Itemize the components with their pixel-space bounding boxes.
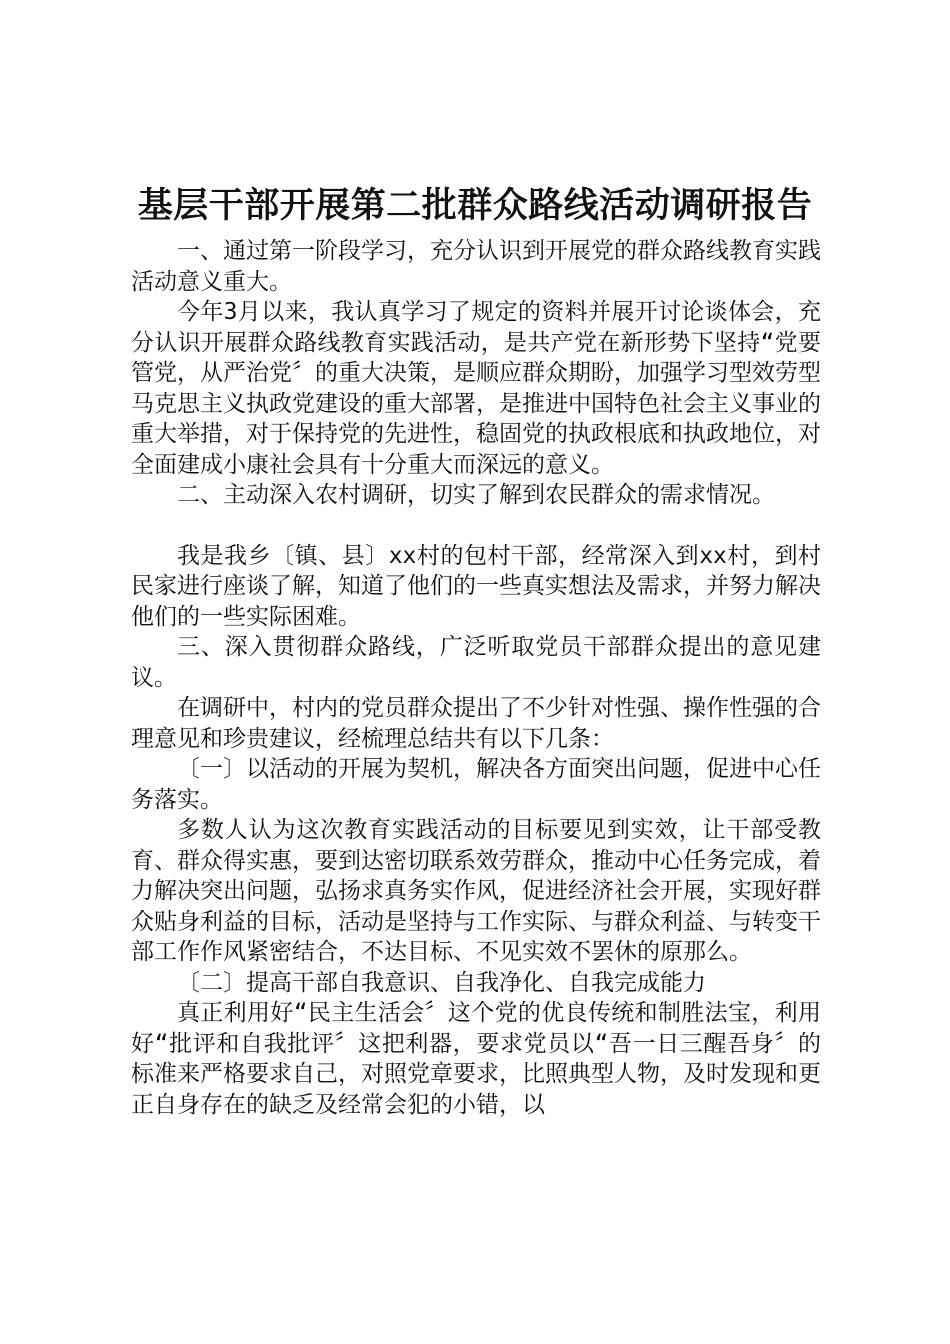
document-title: 基层干部开展第二批群众路线活动调研报告 [137, 185, 813, 226]
paragraph-section-2-heading: 二、主动深入农村调研，切实了解到农民群众的需求情况。 [177, 482, 775, 508]
paragraph-section-3-body: 在调研中，村内的党员群众提出了不少针对性强、操作性强的合理意见和珍贵建议，经梳理总结共有以下几条： [131, 695, 821, 752]
paragraph-item-2-body: 真正利用好“民主生活会〞这个党的优良传统和制胜法宝，利用好“批评和自我批评〞这把利器，要求党员以“吾一日三醒吾身〞的标准来严格要求自己，对照党章要求，比照典型人物，及时发现和更正自身存在的缺乏及经常会犯的小错，以 [131, 1000, 821, 1118]
paragraph-item-1-body: 多数人认为这次教育实践活动的目标要见到实效，让干部受教育、群众得实惠，要到达密切联系效劳群众，推动中心任务完成，着力解决突出问题，弘扬求真务实作风，促进经济社会开展，实现好群众贴身利益的目标，活动是坚持与工作实际、与群众利益、与转变干部工作作风紧密结合，不达目标、不见实效不罢休的原那么。 [131, 817, 821, 965]
paragraph-item-1-heading: 〔一〕以活动的开展为契机，解决各方面突出问题，促进中心任务落实。 [131, 756, 821, 813]
document-body [131, 236, 821, 1120]
paragraph-section-3-heading: 三、深入贯彻群众路线，广泛听取党员干部群众提出的意见建议。 [131, 634, 821, 691]
paragraph-section-1-heading: 一、通过第一阶段学习，充分认识到开展党的群众路线教育实践活动意义重大。 [131, 238, 821, 295]
paragraph-item-2-heading: 〔二〕提高干部自我意识、自我净化、自我完成能力 [177, 969, 706, 996]
paragraph-section-1-body: 今年3月以来，我认真学习了规定的资料并展开讨论谈体会，充分认识开展群众路线教育实践活动，是共产党在新形势下坚持“党要管党，从严治党〞的重大决策，是顺应群众期盼，加强学习型效劳型马克思主义执政党建设的重大部署，是推进中国特色社会主义事业的重大举措，对于保持党的先进性，稳固党的执政根底和执政地位，对全面建成小康社会具有十分重大而深远的意义。 [131, 299, 821, 478]
paragraph-section-2-body: 我是我乡〔镇、县〕xx村的包村干部，经常深入到xx村，到村民家进行座谈了解，知道了他们的一些真实想法及需求，并努力解决他们的一些实际困难。 [131, 542, 821, 630]
